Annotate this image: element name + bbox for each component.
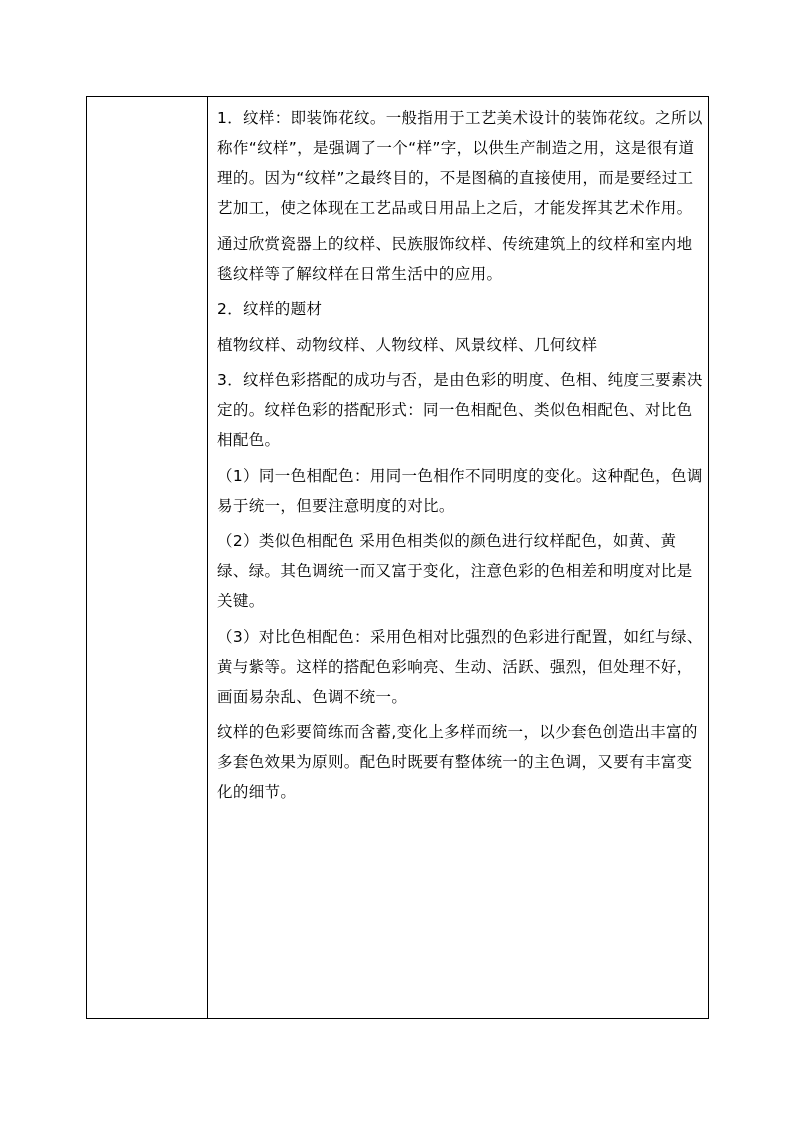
table-right-cell — [208, 97, 708, 1018]
paragraph-same-hue: （1）同一色相配色：用同一色相作不同明度的变化。这种配色，色调易于统一，但要注意明度的对比。 — [217, 466, 703, 515]
paragraph-color-matching: 3．纹样色彩搭配的成功与否，是由色彩的明度、色相、纯度三要素决定的。纹样色彩的搭配形式：同一色相配色、类似色相配色、对比色相配色。 — [217, 371, 703, 449]
paragraph-summary: 纹样的色彩要简练而含蓄,变化上多样而统一，以少套色创造出丰富的多套色效果为原则。配色时既要有整体统一的主色调，又要有丰富变化的细节。 — [217, 723, 698, 801]
content-table — [86, 96, 709, 1019]
paragraph-similar-hue: （2）类似色相配色 采用色相类似的颜色进行纹样配色，如黄、黄绿、绿。其色调统一而又富于变化，注意色彩的色相差和明度对比是关键。 — [217, 532, 693, 610]
paragraph-appreciation: 通过欣赏瓷器上的纹样、民族服饰纹样、传统建筑上的纹样和室内地毯纹样等了解纹样在日常生活中的应用。 — [217, 234, 693, 283]
paragraph-subject-heading: 2．纹样的题材 — [217, 300, 323, 318]
paragraph-contrast-hue: （3）对比色相配色：采用色相对比强烈的色彩进行配置，如红与绿、黄与紫等。这样的搭配色彩响亮、生动、活跃、强烈，但处理不好，画面易杂乱、色调不统一。 — [217, 627, 703, 706]
paragraph-subject-list: 植物纹样、动物纹样、人物纹样、风景纹样、几何纹样 — [217, 335, 598, 354]
paragraph-definition: 1．纹样：即装饰花纹。一般指用于工艺美术设计的装饰花纹。之所以称作“纹样”，是强调了一个“样”字，以供生产制造之用，这是很有道理的。因为“纹样”之最终目的，不是图稿的直接使用，而是要经过工艺加工，使之体现在工艺品或日用品上之后，才能发挥其艺术作用。 — [217, 109, 703, 217]
table-left-cell — [87, 97, 208, 1018]
